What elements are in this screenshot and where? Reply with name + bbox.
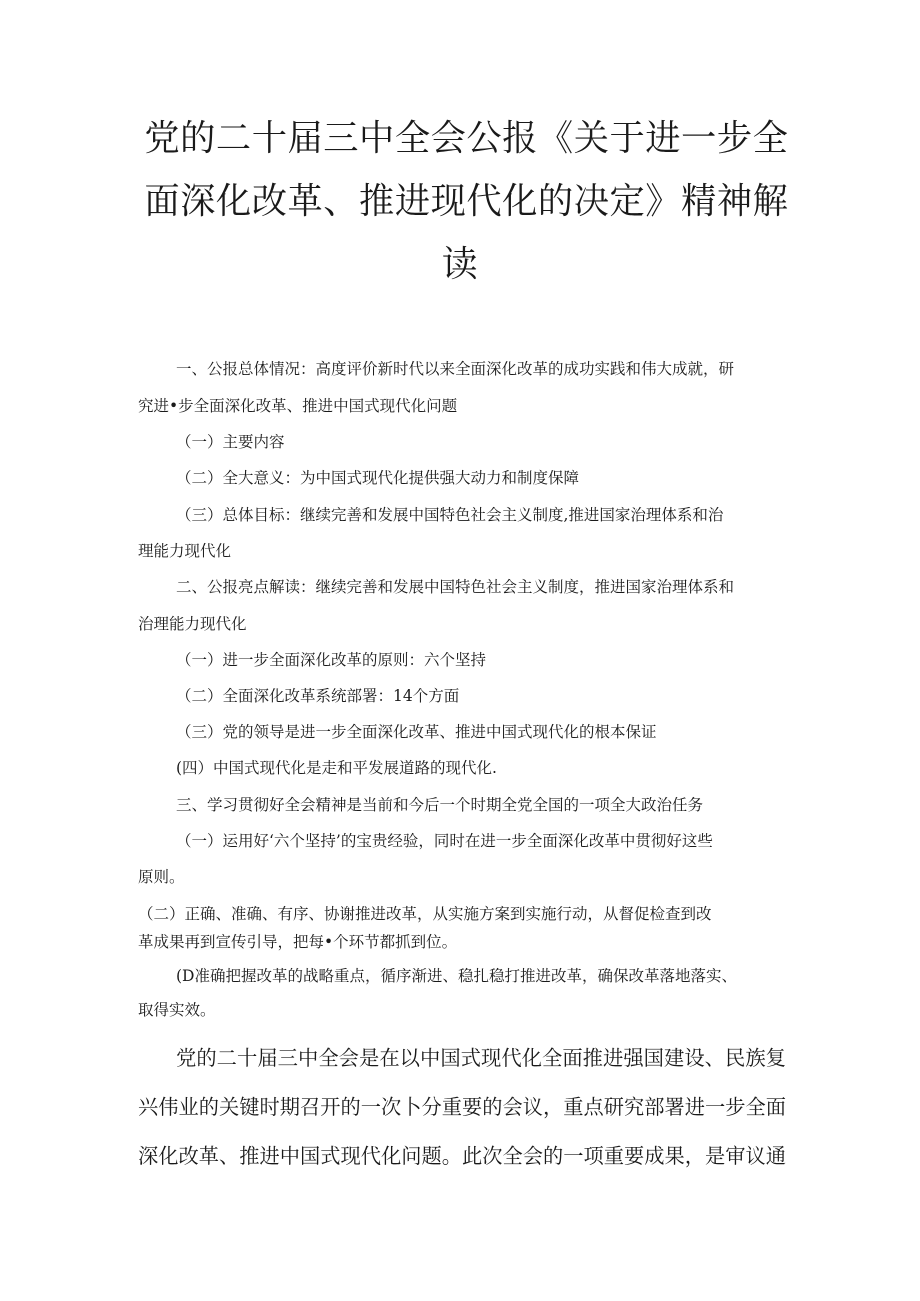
outline-3: （二）全大意义：为中国式现代化提供强大动力和制度保障 [176, 469, 580, 487]
outline-4-line-1: （三）总体目标：继续完善和发展中国特色社会主义制度,推进国家治理体系和治 [176, 506, 724, 524]
outline-13-line-1: (D准确把握改革的战略重点，循序渐进、稳扎稳打推进改革，确保改革落地落实、 [176, 967, 737, 985]
outline-5-line-2: 治理能力现代化 [138, 615, 247, 633]
outline-11-line-2: 原则。 [138, 868, 185, 886]
outline-10: 三、学习贯彻好全会精神是当前和今后一个时期全党全国的一项全大政治任务 [176, 796, 704, 814]
outline-8: （三）党的领导是进一步全面深化改革、推进中国式现代化的根本保证 [176, 723, 657, 741]
outline-6: （一）进一步全面深化改革的原则：六个坚持 [176, 651, 487, 669]
outline-1-line-2: 究进•步全面深化改革、推进中国式现代化问题 [138, 397, 458, 415]
outline-12-line-2: 革成果再到宣传引导，把每•个环节都抓到位。 [138, 933, 458, 951]
outline-9: (四）中国式现代化是走和平发展道路的现代化. [176, 759, 497, 777]
title-line-3: 读 [441, 244, 479, 285]
outline-4-line-2: 理能力现代化 [138, 542, 232, 560]
body-paragraph-line-2: 兴伟业的关键时期召开的一次卜分重要的会议，重点研究部署进一步全面 [138, 1095, 786, 1119]
body-paragraph-line-3: 深化改革、推进中国式现代化问题。此次全会的一项重要成果，是审议通 [138, 1144, 786, 1168]
outline-1-line-1: 一、公报总体情况：高度评价新时代以来全面深化改革的成功实践和伟大成就，研 [176, 360, 735, 378]
document-title [138, 107, 789, 296]
outline-12-line-1: （二）正确、准确、有序、协谢推进改革，从实施方案到实施行动，从督促检查到改 [138, 905, 712, 923]
outline-5-line-1: 二、公报亮点解读：继续完善和发展中国特色社会主义制度，推进国家治理体系和 [176, 578, 735, 596]
body-paragraph-line-1: 党的二十届三中全会是在以中国式现代化全面推进强国建设、民族复 [176, 1046, 787, 1070]
outline-2: （一）主要内容 [176, 433, 285, 451]
outline-7: （二）全面深化改革系统部署：14个方面 [176, 687, 460, 705]
title-line-1: 党的二十届三中全会公报《关于进一步全 [144, 118, 789, 159]
outline-13-line-2: 取得实效。 [138, 1001, 216, 1019]
title-line-2: 面深化改革、推进现代化的决定》精神解 [144, 181, 789, 222]
outline-11-line-1: （一）运用好‘六个坚持’的宝贵经验，同时在进一步全面深化改革中贯彻好这些 [176, 832, 713, 850]
